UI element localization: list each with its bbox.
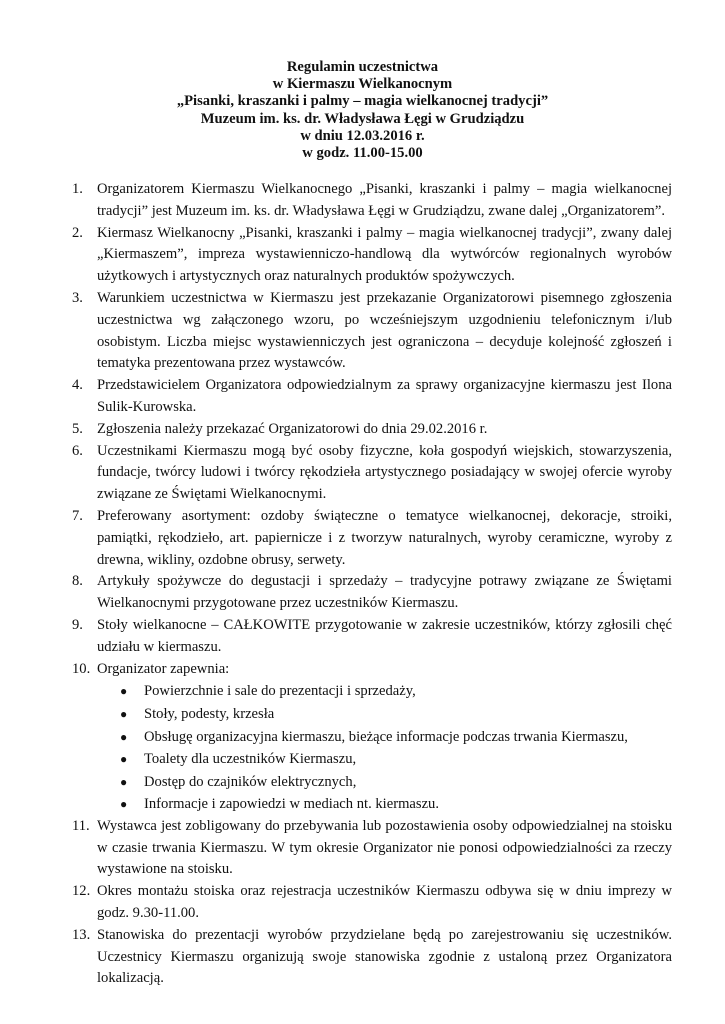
rule-text: Stoły wielkanocne – CAŁKOWITE przygotowanie w zakresie uczestników, którzy zgłosili chęć udziału w kiermaszu. (97, 616, 672, 655)
rule-item (72, 881, 672, 925)
rule-number: 6. (72, 442, 83, 459)
rule-text: Preferowany asortyment: ozdoby świąteczne o tematyce wielkanocnej, dekoracje, stroiki, pamiątki, rękodzieło, art. papiernicze i z tworzyw naturalnych, wyroby ceramiczne, wyroby z drewna, wikliny, ozdobne obrusy, serwety. (97, 507, 672, 568)
bullet-icon: ● (120, 706, 128, 721)
bullet-item (97, 680, 672, 703)
rule-number: 4. (72, 377, 83, 394)
rule-text: Organizatorem Kiermaszu Wielkanocnego „Pisanki, kraszanki i palmy – magia wielkanocnej tradycji” jest Muzeum im. ks. dr. Władysława Łęgi w Grudziądzu, zwane dalej „Organizatorem”. (97, 181, 672, 219)
rule-text: Okres montażu stoiska oraz rejestracja uczestników Kiermaszu odbywa się w dniu imprezy w godz. 9.30-11.00. (97, 883, 672, 922)
rule-text: Artykuły spożywcze do degustacji i sprzedaży – tradycyjne potrawy związane ze Świętami Wielkanocnymi przygotowane przez uczestników Kiermaszu. (97, 573, 672, 612)
bullet-text: Stoły, podesty, krzesła (144, 705, 275, 722)
rule-number: 11. (72, 817, 90, 834)
rule-number: 1. (72, 181, 83, 197)
rule-text: Warunkiem uczestnictwa w Kiermaszu jest przekazanie Organizatorowi pisemnego zgłoszenia uczestnictwa wg załączonego wzoru, po wcześniejszym uzgodnieniu telefonicznym i/lub osobistym. Liczba miejsc wystawienniczych jest ograniczona – decyduje kolejność zgłoszeń i tematyka prezentowana przez wystawców. (97, 289, 672, 372)
bullet-text: Obsługę organizacyjna kiermaszu, bieżące informacje podczas trwania Kiermaszu, (144, 728, 628, 745)
rule-item (72, 441, 672, 506)
bullet-icon: ● (120, 774, 128, 789)
rule-item (72, 179, 672, 223)
rule-number: 7. (72, 507, 83, 524)
rule-item (72, 925, 672, 990)
rule-item-organizer-provides (72, 659, 672, 816)
event-hours: w godz. 11.00-15.00 (302, 145, 423, 162)
rule-text: Organizator zapewnia: (97, 660, 230, 677)
rule-text: Przedstawicielem Organizatora odpowiedzialnym za sprawy organizacyjne kiermaszu jest Ilona Sulik-Kurowska. (97, 377, 672, 415)
rule-item (72, 816, 672, 881)
rule-number: 12. (72, 883, 91, 900)
rule-item (72, 571, 672, 615)
bullet-icon: ● (120, 684, 128, 699)
event-date: w dniu 12.03.2016 r. (300, 127, 425, 144)
bullet-item (97, 703, 672, 726)
rules-list (72, 179, 672, 990)
bullet-icon: ● (120, 752, 128, 767)
bullet-icon: ● (120, 729, 128, 744)
rule-text: Uczestnikami Kiermaszu mogą być osoby fizyczne, koła gospodyń wiejskich, stowarzyszenia, fundacje, twórcy ludowi i twórcy rękodzieła artystycznego posiadający w swojej ofercie wyroby związane ze Świętami Wielkanocnymi. (97, 442, 672, 503)
subtitle-event-name: „Pisanki, kraszanki i palmy – magia wielkanocnej tradycji” (176, 93, 549, 110)
rule-text: Stanowiska do prezentacji wyrobów przydzielane będą po zarejestrowaniu się uczestników. Uczestnicy Kiermaszu organizują swoje stanowiska zgodnie z ustaloną przez Organizatora lokalizacją. (97, 926, 672, 987)
rule-number: 5. (72, 420, 83, 437)
bullet-item (97, 771, 672, 794)
bullet-icon: ● (120, 797, 128, 812)
rule-item (72, 375, 672, 419)
rule-number: 13. (72, 926, 91, 943)
rule-number: 10. (72, 660, 91, 677)
rule-text: Kiermasz Wielkanocny „Pisanki, kraszanki i palmy – magia wielkanocnej tradycji”, zwany dalej „Kiermaszem”, impreza wystawienniczo-handlową dla wytwórców regionalnych wyrobów użytkowych i artystycznych oraz naturalnych produktów spożywczych. (97, 224, 672, 285)
rule-item (72, 288, 672, 375)
rule-number: 3. (72, 289, 83, 306)
rule-number: 2. (72, 224, 83, 241)
bullet-text: Informacje i zapowiedzi w mediach nt. kiermaszu. (144, 796, 439, 813)
document-header (0, 59, 725, 162)
organizer-provides-list (97, 680, 672, 816)
rule-item (72, 419, 672, 441)
bullet-item (97, 748, 672, 771)
rule-text: Zgłoszenia należy przekazać Organizatorowi do dnia 29.02.2016 r. (97, 420, 488, 437)
subtitle-venue: Muzeum im. ks. dr. Władysława Łęgi w Grudziądzu (200, 110, 525, 127)
subtitle-event: w Kiermaszu Wielkanocnym (272, 76, 453, 93)
bullet-text: Powierzchnie i sale do prezentacji i sprzedaży, (144, 683, 416, 700)
rule-item (72, 615, 672, 659)
bullet-item (97, 793, 672, 816)
bullet-item (97, 726, 672, 749)
rule-item (72, 223, 672, 288)
bullet-text: Dostęp do czajników elektrycznych, (144, 773, 357, 790)
rule-number: 9. (72, 616, 83, 633)
title-line: Regulamin uczestnictwa (286, 59, 439, 75)
bullet-text: Toalety dla uczestników Kiermaszu, (144, 751, 357, 768)
rule-item (72, 506, 672, 571)
rule-number: 8. (72, 573, 83, 590)
rule-text: Wystawca jest zobligowany do przebywania lub pozostawienia osoby odpowiedzialnej na stoisku w czasie trwania Kiermaszu. W tym okresie Organizator nie ponosi odpowiedzialności za rzeczy wystawione na stoisku. (97, 817, 672, 878)
